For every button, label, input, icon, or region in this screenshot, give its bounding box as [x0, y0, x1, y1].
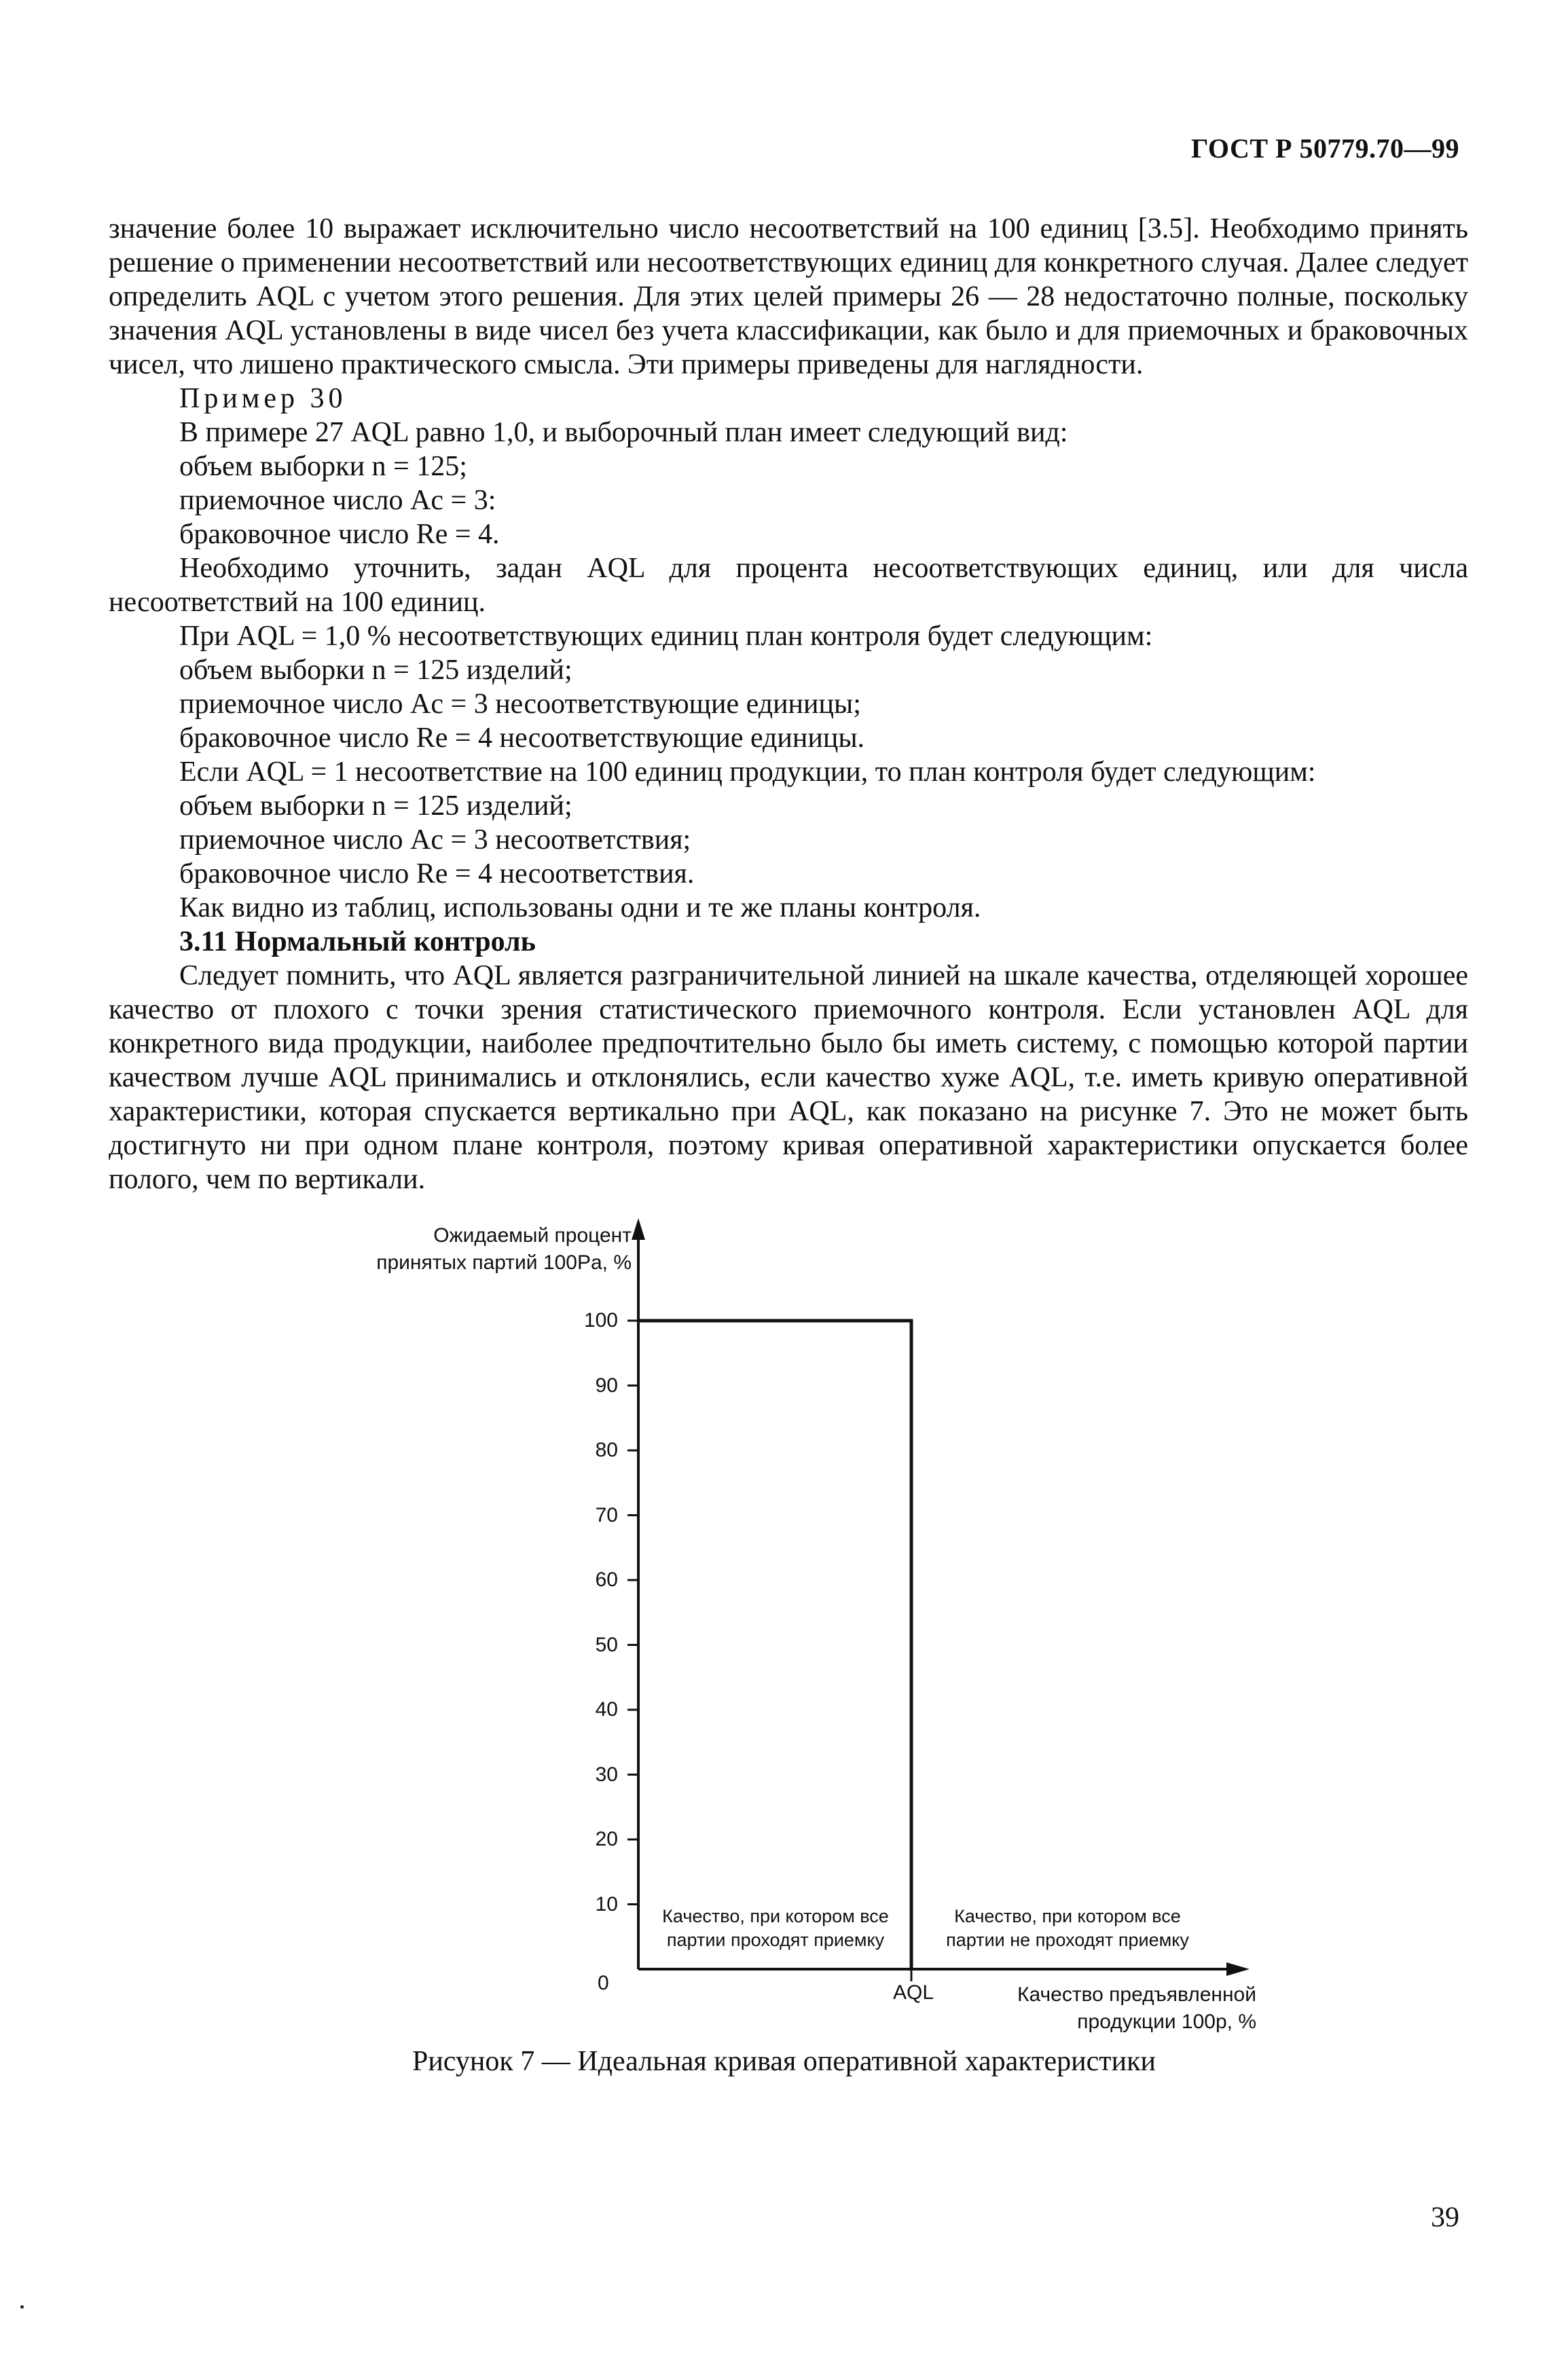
- x-axis-arrow-icon: [1226, 1962, 1250, 1976]
- paragraph-clarify: Необходимо уточнить, задан AQL для процента несоответствующих единиц, или для числа несоответствий на 100 единиц.: [109, 553, 1468, 618]
- scan-speck: [20, 2305, 24, 2309]
- paragraph-percent-plan: При AQL = 1,0 % несоответствующих единиц план контроля будет следующим:: [179, 621, 1153, 652]
- section-title: 3.11 Нормальный контроль: [179, 926, 536, 957]
- y-tick-label-40: 40: [595, 1698, 618, 1721]
- y-tick-label-100: 100: [583, 1309, 618, 1332]
- figure-caption: Рисунок 7 — Идеальная кривая оперативной характеристики: [412, 2046, 1156, 2077]
- example-rejection-number: браковочное число Re = 4.: [179, 519, 500, 550]
- y-axis-label-line1: Ожидаемый процент: [433, 1224, 632, 1247]
- y-tick-label-50: 50: [595, 1633, 618, 1656]
- y-tick-label-90: 90: [595, 1374, 618, 1397]
- percent-plan-rejection: браковочное число Re = 4 несоответствующие единицы.: [179, 722, 865, 754]
- accept-region-label-line2: партии проходят приемку: [666, 1930, 885, 1950]
- example-acceptance-number: приемочное число Ac = 3:: [179, 485, 496, 516]
- paragraph-per100-plan: Если AQL = 1 несоответствие на 100 единиц продукции, то план контроля будет следующим:: [179, 756, 1316, 788]
- y-tick-label-10: 10: [595, 1892, 618, 1915]
- axes: [632, 1218, 1250, 1981]
- example-sample-size: объем выборки n = 125;: [179, 451, 467, 482]
- paragraph-continuation: значение более 10 выражает исключительно число несоответствий на 100 единиц [3.5]. Необходимо принять решение о применении несоответствий или несоответствующих единиц для конкретного случая. Далее следует определить AQL с учетом этого решения. Для этих целей примеры 26 — 28 недостаточно полные, поскольку значения AQL установлены в виде чисел без учета классификации, как было и для приемочных и браковочных чисел, что лишено практического смысла. Эти примеры приведены для наглядности.: [109, 213, 1468, 380]
- ideal-oc-curve: [638, 1321, 911, 1969]
- y-axis-arrow-icon: [632, 1218, 645, 1240]
- y-tick-label-20: 20: [595, 1828, 618, 1850]
- y-axis-label-line2: принятых партий 100Pa, %: [376, 1251, 632, 1274]
- per100-plan-acceptance: приемочное число Ac = 3 несоответствия;: [179, 824, 691, 856]
- reject-region-label-line1: Качество, при котором все: [954, 1906, 1181, 1926]
- standard-header: ГОСТ Р 50779.70—99: [1190, 133, 1459, 164]
- y-axis-label: [319, 1222, 632, 1277]
- example-heading: Пример 30: [179, 383, 347, 414]
- reject-region-label: [918, 1905, 1217, 1952]
- oc-curve-figure: [0, 1209, 1568, 2078]
- x-axis-label: [937, 1981, 1256, 2036]
- per100-plan-sample-size: объем выборки n = 125 изделий;: [179, 790, 572, 822]
- x-axis-label-line2: продукции 100p, %: [1077, 2011, 1256, 2033]
- accept-region-label: [644, 1905, 907, 1952]
- y-tick-label-60: 60: [595, 1569, 618, 1591]
- y-tick-label-30: 30: [595, 1763, 618, 1786]
- x-axis-label-line1: Качество предъявленной: [1017, 1983, 1256, 2006]
- paragraph-normal-inspection: Следует помнить, что AQL является разграничительной линией на шкале качества, отделяющей хорошее качество от плохого с точки зрения статистического приемочного контроля. Если установлен AQL для конкретного вида продукции, наиболее предпочтительно было бы иметь систему, с помощью которой партии качеством лучше AQL принимались и отклонялись, если качество хуже AQL, т.е. иметь кривую оперативной характеристики, которая спускается вертикально при AQL, как показано на рисунке 7. Это не может быть достигнуто ни при одном плане контроля, поэтому кривая оперативной характеристики опускается более полого, чем по вертикали.: [109, 960, 1468, 1195]
- paragraph-same-plans: Как видно из таблиц, использованы одни и те же планы контроля.: [179, 892, 981, 923]
- y-tick-label-0: 0: [598, 1972, 609, 1994]
- page-number: 39: [1431, 2202, 1459, 2233]
- percent-plan-acceptance: приемочное число Ac = 3 несоответствующие единицы;: [179, 689, 861, 720]
- reject-region-label-line2: партии не проходят приемку: [946, 1930, 1189, 1950]
- per100-plan-rejection: браковочное число Re = 4 несоответствия.: [179, 858, 695, 890]
- example-intro: В примере 27 AQL равно 1,0, и выборочный план имеет следующий вид:: [179, 417, 1068, 448]
- accept-region-label-line1: Качество, при котором все: [662, 1906, 889, 1926]
- y-ticks: [627, 1321, 638, 1905]
- body-text: [109, 212, 1468, 1196]
- y-tick-label-80: 80: [595, 1439, 618, 1461]
- aql-axis-label: AQL: [892, 1981, 934, 2004]
- y-tick-label-70: 70: [595, 1503, 618, 1526]
- percent-plan-sample-size: объем выборки n = 125 изделий;: [179, 655, 572, 686]
